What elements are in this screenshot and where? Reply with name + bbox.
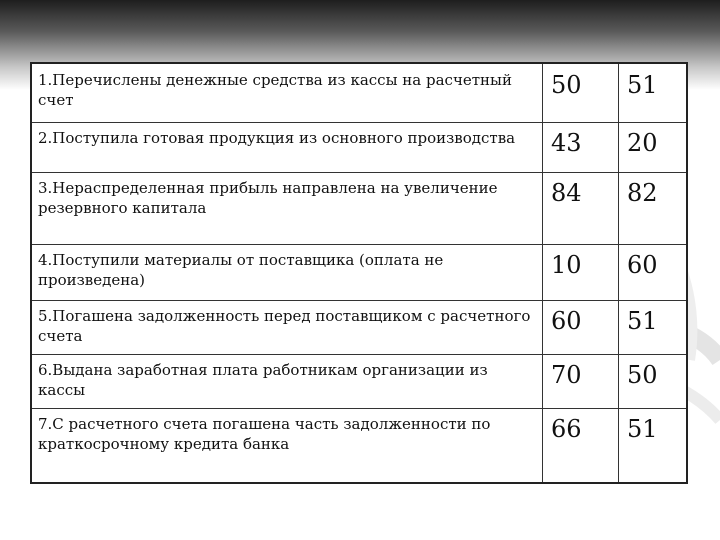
debit-account: 70 xyxy=(542,354,618,408)
table-row xyxy=(32,300,686,355)
debit-account: 50 xyxy=(542,64,618,122)
debit-account: 60 xyxy=(542,300,618,354)
debit-account: 84 xyxy=(542,172,618,244)
transactions-table xyxy=(30,62,688,484)
debit-account: 43 xyxy=(542,122,618,172)
table-row xyxy=(32,244,686,301)
debit-account: 66 xyxy=(542,408,618,482)
table-row xyxy=(32,354,686,409)
credit-account: 51 xyxy=(618,300,686,354)
credit-account: 51 xyxy=(618,64,686,122)
table-row xyxy=(32,408,686,482)
operation-text: 6.Выдана заработная плата работникам организации из кассы xyxy=(38,361,488,399)
table-row xyxy=(32,64,686,123)
credit-account: 50 xyxy=(618,354,686,408)
debit-account: 10 xyxy=(542,244,618,300)
operation-text: 4.Поступили материалы от поставщика (оплата не произведена) xyxy=(38,251,444,289)
operation-text: 2.Поступила готовая продукция из основного производства xyxy=(38,129,516,147)
operation-text: 1.Перечислены денежные средства из кассы на расчетный счет xyxy=(38,71,512,109)
credit-account: 51 xyxy=(618,408,686,482)
operation-text: 3.Нераспределенная прибыль направлена на увеличение резервного капитала xyxy=(38,179,498,217)
credit-account: 82 xyxy=(618,172,686,244)
credit-account: 60 xyxy=(618,244,686,300)
operation-text: 7.С расчетного счета погашена часть задолженности по краткосрочному кредита банка xyxy=(38,415,491,453)
operation-text: 5.Погашена задолженность перед поставщиком с расчетного счета xyxy=(38,307,531,345)
credit-account: 20 xyxy=(618,122,686,172)
table-row xyxy=(32,172,686,245)
table-row xyxy=(32,122,686,173)
